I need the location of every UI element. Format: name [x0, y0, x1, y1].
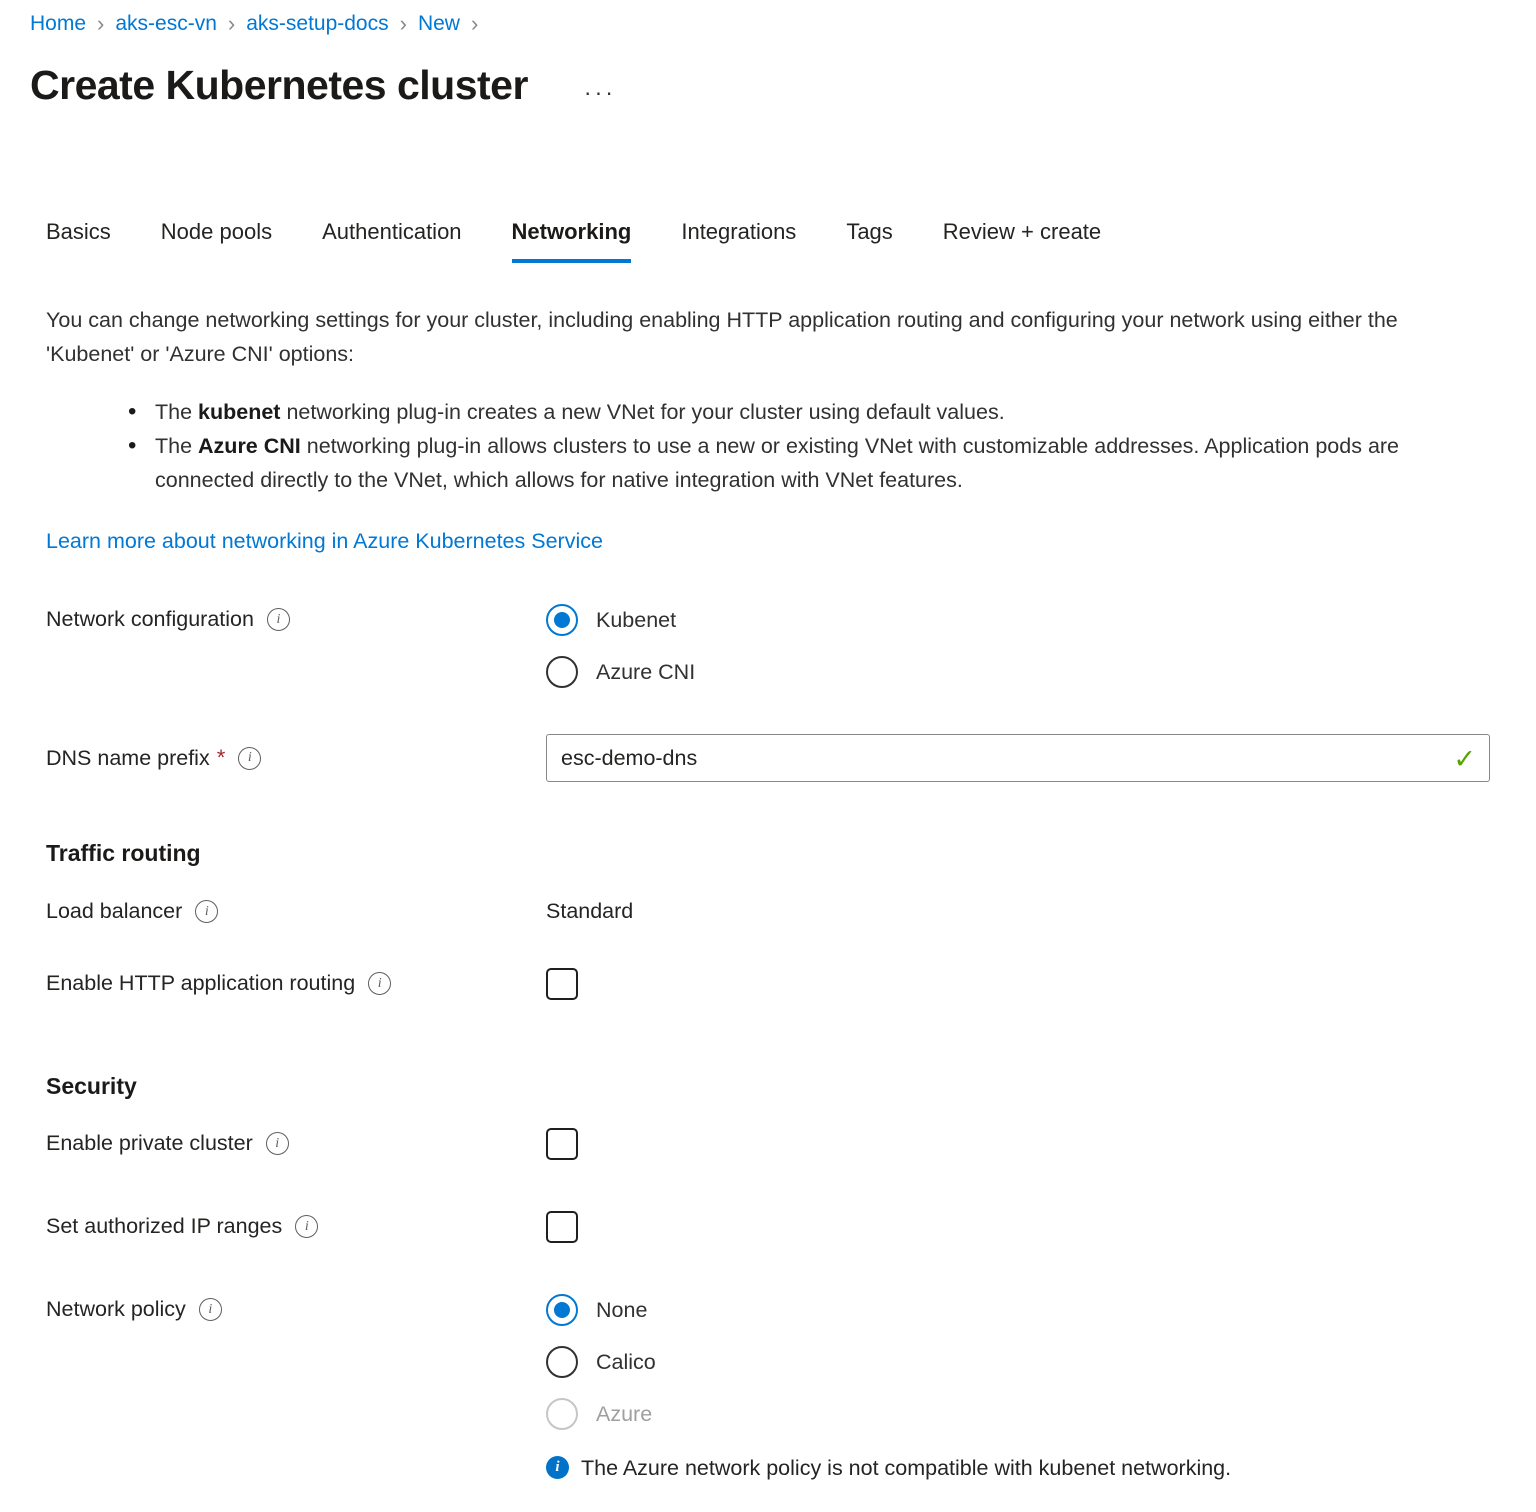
chevron-right-icon: ›: [399, 11, 407, 36]
bullet-kubenet: [155, 395, 1455, 429]
load-balancer-label-group: [46, 899, 546, 924]
chevron-right-icon: ›: [470, 11, 479, 36]
network-policy-label-group: [46, 1294, 546, 1322]
more-options-icon[interactable]: ···: [580, 79, 620, 106]
network-policy-row: [46, 1294, 1506, 1482]
tab-bar: [30, 219, 1506, 263]
breadcrumb-new[interactable]: New: [417, 12, 460, 35]
validation-check-icon: ✓: [1453, 744, 1476, 774]
network-policy-radio-group: [546, 1294, 1506, 1482]
load-balancer-control: [546, 899, 1506, 924]
network-configuration-label-group: [46, 604, 546, 632]
radio-selected-icon[interactable]: [546, 1294, 578, 1326]
network-policy-info-note: [546, 1454, 1506, 1482]
tab-basics[interactable]: Basics: [46, 219, 111, 244]
radio-option-azure-cni[interactable]: [546, 656, 1506, 688]
authorized-ip-ranges-row: [46, 1211, 1506, 1248]
info-icon[interactable]: i: [368, 972, 391, 995]
bullet-bold-text: kubenet: [198, 400, 281, 424]
bullet-text: The: [155, 400, 199, 424]
chevron-right-icon: ›: [227, 11, 236, 36]
authorized-ip-ranges-label-group: [46, 1211, 546, 1239]
intro-paragraph: You can change networking settings for your cluster, including enabling HTTP application routing and configuring your network using either the 'Kubenet' or 'Azure CNI' options:: [46, 308, 1398, 366]
page-title: Create Kubernetes cluster: [30, 62, 528, 108]
tab-networking[interactable]: Networking: [512, 219, 632, 263]
network-configuration-radio-group: [546, 604, 1506, 688]
dns-name-prefix-input[interactable]: [546, 734, 1490, 782]
tab-integrations[interactable]: Integrations: [681, 219, 797, 244]
load-balancer-row: [46, 899, 1506, 924]
authorized-ip-ranges-checkbox[interactable]: [546, 1211, 578, 1243]
info-icon[interactable]: i: [199, 1298, 222, 1321]
chevron-right-icon: ›: [97, 11, 105, 36]
bullet-text: The: [155, 434, 199, 458]
bullet-text: networking plug-in allows clusters to use a new or existing VNet with customizable addresses. Application pods are connected directly to the VNet, which allows for native integration with VNet features.: [155, 434, 1400, 492]
http-application-routing-label-group: [46, 968, 546, 996]
bullet-text: networking plug-in creates a new VNet for your cluster using default values.: [280, 400, 1005, 424]
dns-name-prefix-control: [546, 734, 1506, 782]
radio-option-label: Calico: [596, 1349, 656, 1374]
http-application-routing-control: [546, 968, 1506, 1005]
security-heading: Security: [46, 1073, 137, 1099]
dns-name-prefix-label: DNS name prefix: [46, 745, 210, 770]
info-icon[interactable]: i: [295, 1215, 318, 1238]
http-application-routing-checkbox[interactable]: [546, 968, 578, 1000]
info-icon[interactable]: i: [266, 1132, 289, 1155]
radio-selected-icon[interactable]: [546, 604, 578, 636]
load-balancer-value: Standard: [546, 899, 634, 923]
networking-form: [46, 604, 1506, 1482]
radio-option-label: Azure: [596, 1401, 653, 1426]
network-configuration-label: Network configuration: [46, 607, 254, 631]
tab-tags[interactable]: Tags: [846, 219, 893, 244]
tab-review-create[interactable]: Review + create: [942, 219, 1102, 244]
http-application-routing-label: Enable HTTP application routing: [46, 971, 356, 995]
intro-bullet-list: [30, 395, 1506, 497]
private-cluster-control: [546, 1128, 1506, 1165]
breadcrumb-home[interactable]: Home: [30, 12, 87, 35]
private-cluster-checkbox[interactable]: [546, 1128, 578, 1160]
required-asterisk: *: [216, 745, 226, 770]
authorized-ip-ranges-label: Set authorized IP ranges: [46, 1214, 283, 1238]
http-application-routing-row: [46, 968, 1506, 1005]
breadcrumb-aks-setup-docs[interactable]: aks-setup-docs: [246, 12, 389, 35]
radio-disabled-icon: [546, 1398, 578, 1430]
radio-unselected-icon[interactable]: [546, 1346, 578, 1378]
dns-name-prefix-input-wrap: [546, 734, 1490, 782]
load-balancer-label: Load balancer: [46, 899, 183, 923]
radio-unselected-icon[interactable]: [546, 656, 578, 688]
bullet-azure-cni: [155, 429, 1455, 497]
info-note-text: The Azure network policy is not compatible with kubenet networking.: [581, 1456, 1232, 1480]
learn-more-link[interactable]: Learn more about networking in Azure Kubernetes Service: [46, 529, 603, 553]
dns-name-prefix-row: [46, 734, 1506, 782]
radio-option-label: Azure CNI: [596, 659, 696, 684]
authorized-ip-ranges-control: [546, 1211, 1506, 1248]
radio-option-none[interactable]: [546, 1294, 1506, 1326]
info-icon[interactable]: i: [267, 608, 290, 631]
title-row: [30, 62, 1506, 109]
bullet-bold-text: Azure CNI: [198, 434, 301, 458]
tab-authentication[interactable]: Authentication: [322, 219, 462, 244]
dns-name-prefix-label-group: [46, 734, 546, 771]
radio-option-kubenet[interactable]: [546, 604, 1506, 636]
radio-option-label: Kubenet: [596, 607, 677, 632]
breadcrumb-aks-esc-vn[interactable]: aks-esc-vn: [115, 12, 217, 35]
private-cluster-label-group: [46, 1128, 546, 1156]
info-filled-icon: i: [546, 1456, 569, 1479]
radio-option-label: None: [596, 1297, 648, 1322]
tab-node-pools[interactable]: Node pools: [160, 219, 273, 244]
breadcrumb: [30, 12, 1506, 36]
info-icon[interactable]: i: [238, 747, 261, 770]
private-cluster-label: Enable private cluster: [46, 1131, 253, 1155]
radio-option-calico[interactable]: [546, 1346, 1506, 1378]
traffic-routing-heading: Traffic routing: [46, 840, 201, 866]
info-icon[interactable]: i: [195, 900, 218, 923]
radio-option-azure-disabled: [546, 1398, 1506, 1430]
network-policy-label: Network policy: [46, 1297, 186, 1321]
network-configuration-row: [46, 604, 1506, 688]
private-cluster-row: [46, 1128, 1506, 1165]
